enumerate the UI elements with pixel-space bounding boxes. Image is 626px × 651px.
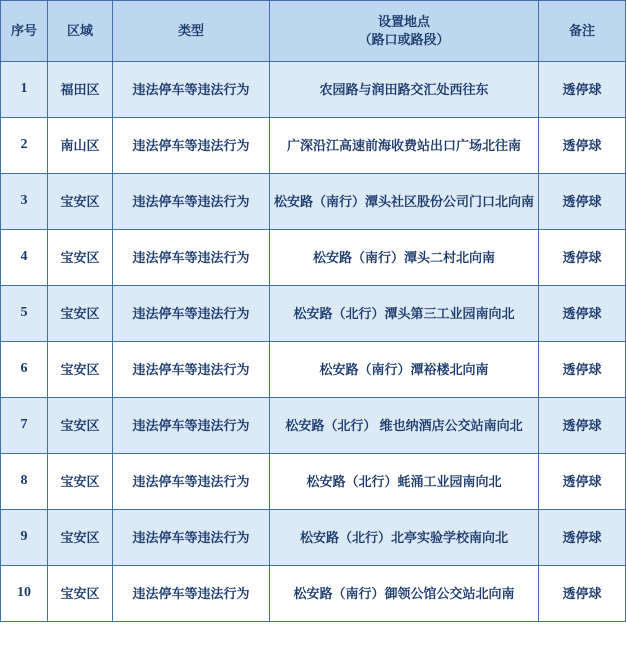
cell-index: 9	[1, 510, 48, 566]
cell-area: 宝安区	[48, 510, 113, 566]
cell-area: 南山区	[48, 118, 113, 174]
table-row	[1, 342, 626, 398]
cell-type: 违法停车等违法行为	[113, 118, 270, 174]
cell-location: 松安路（南行）御领公馆公交站北向南	[270, 566, 539, 622]
table-row	[1, 566, 626, 622]
cell-area: 宝安区	[48, 174, 113, 230]
cell-type: 违法停车等违法行为	[113, 342, 270, 398]
cell-index: 2	[1, 118, 48, 174]
cell-type: 违法停车等违法行为	[113, 174, 270, 230]
cell-index: 1	[1, 62, 48, 118]
column-header-location-main: 设置地点	[377, 14, 430, 30]
table-header-row	[1, 1, 626, 62]
cell-location: 松安路（南行）潭头社区股份公司门口北向南	[270, 174, 539, 230]
cell-type: 违法停车等违法行为	[113, 286, 270, 342]
cell-note: 透停球	[539, 566, 626, 622]
cell-location: 广深沿江高速前海收费站出口广场北往南	[270, 118, 539, 174]
cell-type: 违法停车等违法行为	[113, 510, 270, 566]
cell-location: 农园路与润田路交汇处西往东	[270, 62, 539, 118]
cell-location: 松安路（北行）蚝涌工业园南向北	[270, 454, 539, 510]
table-row	[1, 118, 626, 174]
cell-index: 5	[1, 286, 48, 342]
cell-type: 违法停车等违法行为	[113, 230, 270, 286]
cell-index: 7	[1, 398, 48, 454]
cell-note: 透停球	[539, 510, 626, 566]
cell-index: 4	[1, 230, 48, 286]
cell-location: 松安路（北行） 维也纳酒店公交站南向北	[270, 398, 539, 454]
cell-index: 6	[1, 342, 48, 398]
cell-note: 透停球	[539, 230, 626, 286]
cell-area: 宝安区	[48, 398, 113, 454]
cell-type: 违法停车等违法行为	[113, 566, 270, 622]
cell-index: 10	[1, 566, 48, 622]
column-header-location-sub: （路口或路段）	[358, 32, 450, 47]
cell-type: 违法停车等违法行为	[113, 62, 270, 118]
cell-location: 松安路（南行）潭裕楼北向南	[270, 342, 539, 398]
column-header-type: 类型	[113, 1, 270, 62]
cell-note: 透停球	[539, 454, 626, 510]
cell-area: 宝安区	[48, 342, 113, 398]
cell-note: 透停球	[539, 118, 626, 174]
table-row	[1, 62, 626, 118]
cell-note: 透停球	[539, 286, 626, 342]
column-header-area: 区域	[48, 1, 113, 62]
cell-area: 宝安区	[48, 566, 113, 622]
table-row	[1, 398, 626, 454]
table-row	[1, 230, 626, 286]
table-row	[1, 510, 626, 566]
table-row	[1, 454, 626, 510]
cell-index: 3	[1, 174, 48, 230]
cell-type: 违法停车等违法行为	[113, 454, 270, 510]
cell-area: 宝安区	[48, 286, 113, 342]
column-header-location	[270, 1, 539, 62]
cell-location: 松安路（北行）北亭实验学校南向北	[270, 510, 539, 566]
table-header	[1, 1, 626, 62]
cell-note: 透停球	[539, 62, 626, 118]
cell-note: 透停球	[539, 342, 626, 398]
cell-area: 宝安区	[48, 454, 113, 510]
column-header-note: 备注	[539, 1, 626, 62]
cell-area: 宝安区	[48, 230, 113, 286]
cell-location: 松安路（北行）潭头第三工业园南向北	[270, 286, 539, 342]
cell-note: 透停球	[539, 174, 626, 230]
cell-index: 8	[1, 454, 48, 510]
column-header-index: 序号	[1, 1, 48, 62]
cell-area: 福田区	[48, 62, 113, 118]
cell-location: 松安路（南行）潭头二村北向南	[270, 230, 539, 286]
table-row	[1, 174, 626, 230]
cell-type: 违法停车等违法行为	[113, 398, 270, 454]
cell-note: 透停球	[539, 398, 626, 454]
table-row	[1, 286, 626, 342]
table-body	[1, 62, 626, 622]
